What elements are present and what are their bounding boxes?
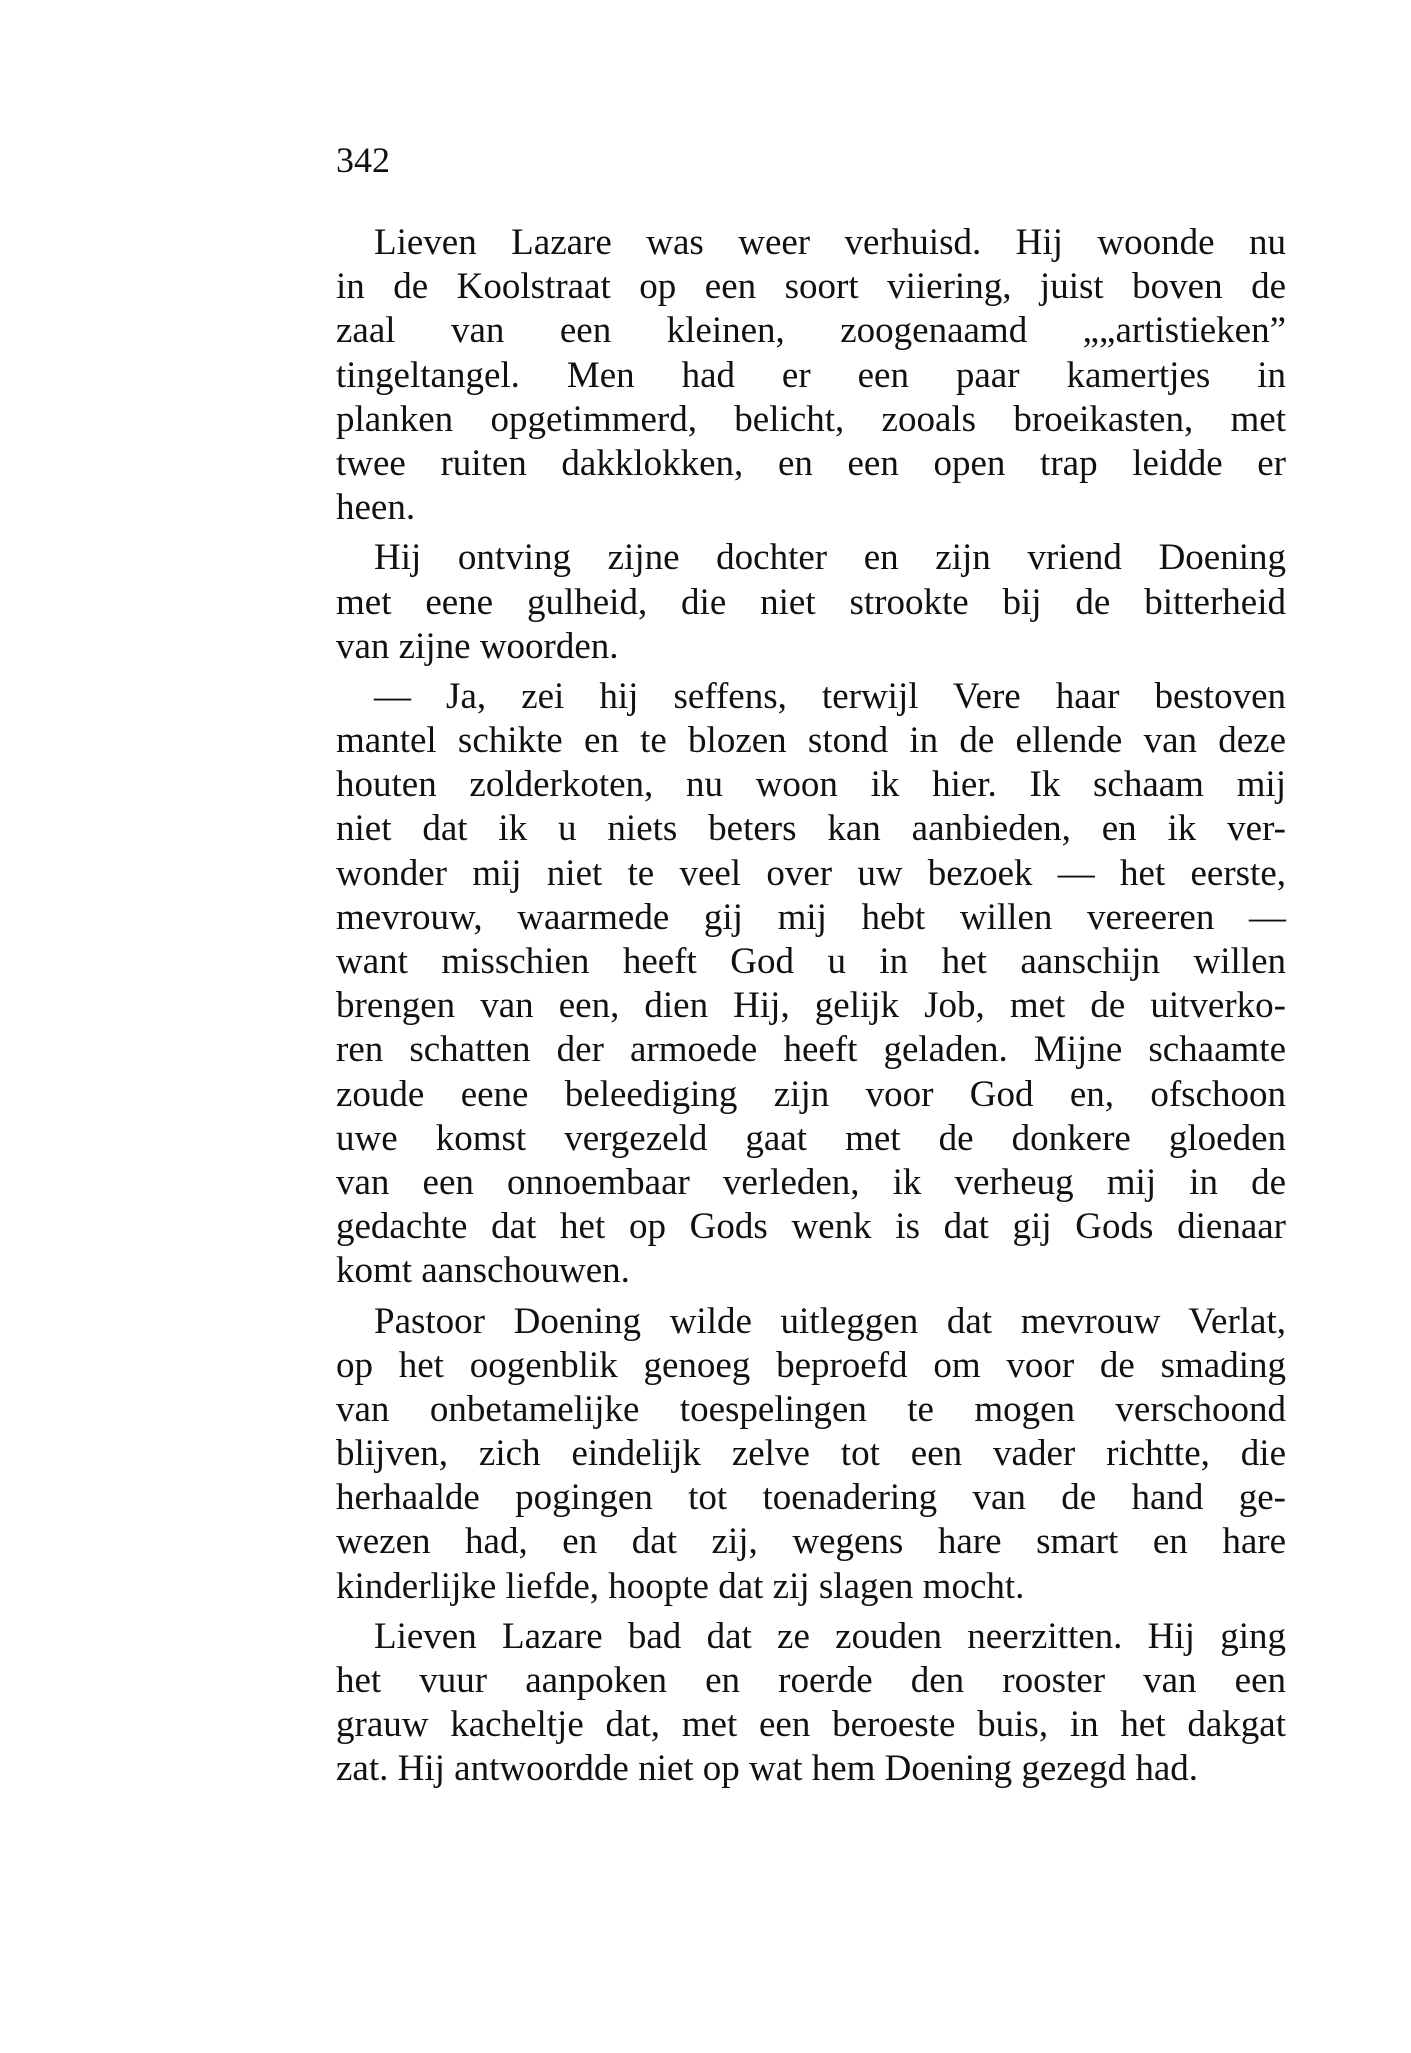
page-number: 342: [336, 140, 390, 180]
text-line: planken opgetimmerd, belicht, zooals broeikasten, met: [336, 398, 1286, 440]
text-line: wonder mij niet te veel over uw bezoek — het eerste,: [336, 852, 1286, 894]
text-line: kinderlijke liefde, hoopte dat zij slagen mocht.: [336, 1565, 1025, 1607]
text-line: niet dat ik u niets beters kan aanbieden, en ik ver-: [336, 808, 1286, 850]
text-line: heen.: [336, 487, 416, 529]
text-line: met eene gulheid, die niet strookte bij de bitterheid: [336, 581, 1286, 623]
text-line: uwe komst vergezeld gaat met de donkere gloeden: [336, 1117, 1286, 1159]
text-line: ren schatten der armoede heeft geladen. Mijne schaamte: [336, 1029, 1286, 1071]
text-line: Pastoor Doening wilde uitleggen dat mevrouw Verlat,: [374, 1300, 1286, 1342]
text-line: want misschien heeft God u in het aanschijn willen: [336, 941, 1286, 982]
text-line: blijven, zich eindelijk zelve tot een vader richtte, die: [336, 1433, 1286, 1475]
text-line: tingeltangel. Men had er een paar kamertjes in: [336, 354, 1286, 396]
paragraph: [336, 1300, 1286, 1609]
text-line: Hij ontving zijne dochter en zijn vriend Doening: [374, 537, 1286, 579]
text-line: van een onnoembaar verleden, ik verheug mij in de: [336, 1161, 1286, 1203]
text-line: komt aanschouwen.: [336, 1250, 630, 1292]
text-line: op het oogenblik genoeg beproefd om voor de smading: [336, 1344, 1286, 1386]
text-line: zat. Hij antwoordde niet op wat hem Doening gezegd had.: [336, 1748, 1199, 1790]
text-line: Lieven Lazare bad dat ze zouden neerzitten. Hij ging: [374, 1615, 1286, 1657]
text-line: zaal van een kleinen, zoogenaamd „„artistieken”: [336, 310, 1286, 352]
text-line: mantel schikte en te blozen stond in de ellende van deze: [336, 720, 1286, 762]
text-line: in de Koolstraat op een soort viiering, juist boven de: [336, 266, 1286, 308]
text-line: van zijne woorden.: [336, 625, 619, 667]
text-line: grauw kacheltje dat, met een beroeste buis, in het dakgat: [336, 1704, 1286, 1746]
paragraph: [336, 1615, 1286, 1792]
paragraph: [336, 536, 1286, 669]
text-line: wezen had, en dat zij, wegens hare smart en hare: [336, 1521, 1286, 1563]
text-line: — Ja, zei hij seffens, terwijl Vere haar bestoven: [374, 675, 1286, 717]
text-line: herhaalde pogingen tot toenadering van de hand ge-: [336, 1477, 1286, 1519]
body-text: [336, 221, 1286, 1792]
text-line: van onbetamelijke toespelingen te mogen verschoond: [336, 1388, 1286, 1430]
text-line: het vuur aanpoken en roerde den rooster van een: [336, 1660, 1286, 1701]
paragraph: [336, 221, 1286, 530]
text-line: Lieven Lazare was weer verhuisd. Hij woonde nu: [374, 222, 1286, 263]
text-line: mevrouw, waarmede gij mij hebt willen vereeren —: [336, 896, 1286, 938]
text-line: gedachte dat het op Gods wenk is dat gij Gods dienaar: [336, 1206, 1286, 1248]
text-line: brengen van een, dien Hij, gelijk Job, met de uitverko-: [336, 985, 1286, 1027]
text-line: zoude eene beleediging zijn voor God en, ofschoon: [336, 1073, 1286, 1115]
text-line: houten zolderkoten, nu woon ik hier. Ik schaam mij: [336, 764, 1286, 806]
paragraph: [336, 675, 1286, 1294]
text-line: twee ruiten dakklokken, en een open trap leidde er: [336, 442, 1286, 484]
